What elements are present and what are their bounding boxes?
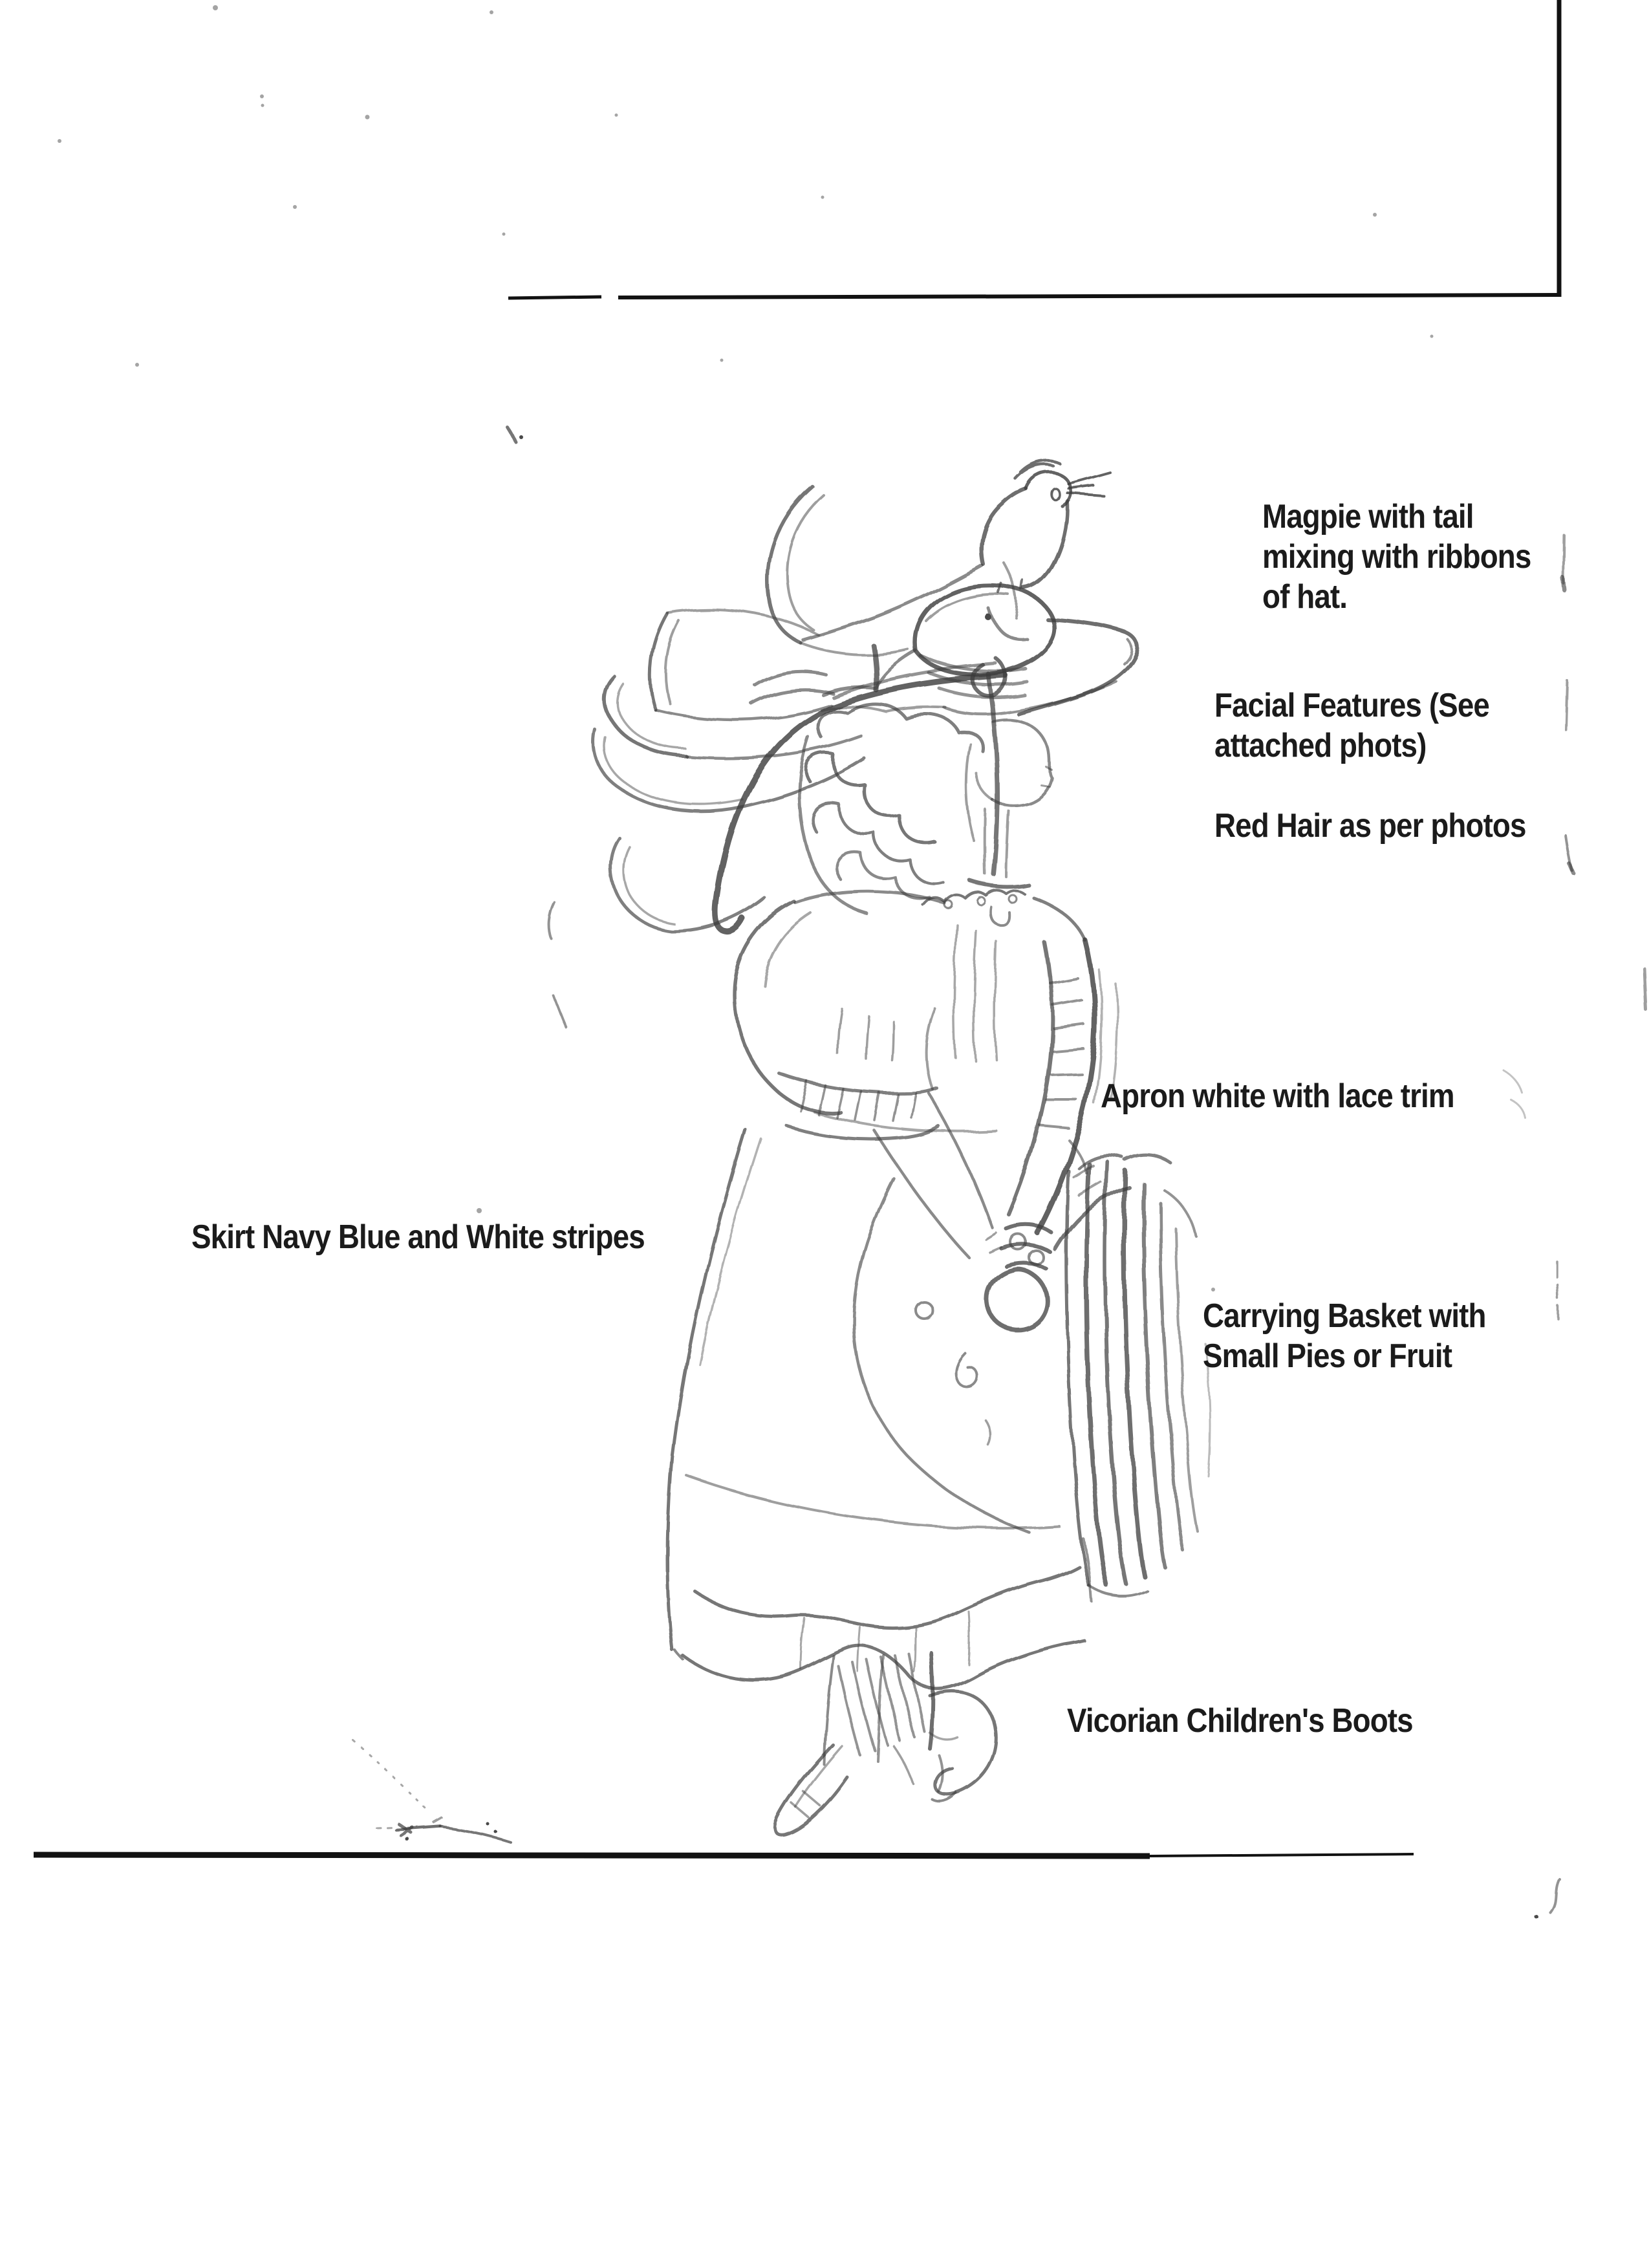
pencil-sketch-figure (352, 428, 1646, 1919)
annotation-basket (1203, 1296, 1486, 1376)
basket-sketch (1066, 1155, 1210, 1596)
hat-ribbons-sketch (594, 486, 1005, 931)
skirt-apron-sketch (668, 1129, 1092, 1689)
annotation-line: Small Pies or Fruit (1203, 1337, 1452, 1375)
annotation-line: Magpie with tail (1262, 498, 1474, 535)
annotation-line: Apron white with lace trim (1101, 1077, 1454, 1115)
annotation-line: Facial Features (See (1214, 687, 1489, 724)
necklace-sketch (923, 890, 1024, 925)
magpie-sketch (803, 460, 1110, 640)
hat-sketch (751, 585, 1137, 714)
annotation-line: Red Hair as per photos (1214, 807, 1526, 845)
annotation-line: mixing with ribbons (1262, 538, 1531, 576)
ruled-lines (34, 0, 1559, 1856)
annotation-magpie (1262, 497, 1531, 617)
annotation-line: of hat. (1262, 578, 1348, 616)
annotation-line: Carrying Basket with (1203, 1297, 1486, 1335)
annotation-line: Skirt Navy Blue and White stripes (191, 1218, 645, 1256)
hands-sketch (986, 1187, 1129, 1330)
annotation-facial-features (1214, 686, 1489, 766)
annotation-line: Vicorian Children's Boots (1067, 1702, 1413, 1740)
boots-sketch (775, 1653, 996, 1835)
annotation-boots (1067, 1701, 1413, 1741)
annotation-line: attached phots) (1214, 727, 1427, 764)
annotation-apron (1101, 1076, 1454, 1116)
bodice-sleeves-sketch (735, 892, 1085, 1257)
stray-marks (352, 428, 1646, 1919)
annotation-skirt (191, 1217, 645, 1257)
annotation-red-hair (1214, 806, 1526, 846)
